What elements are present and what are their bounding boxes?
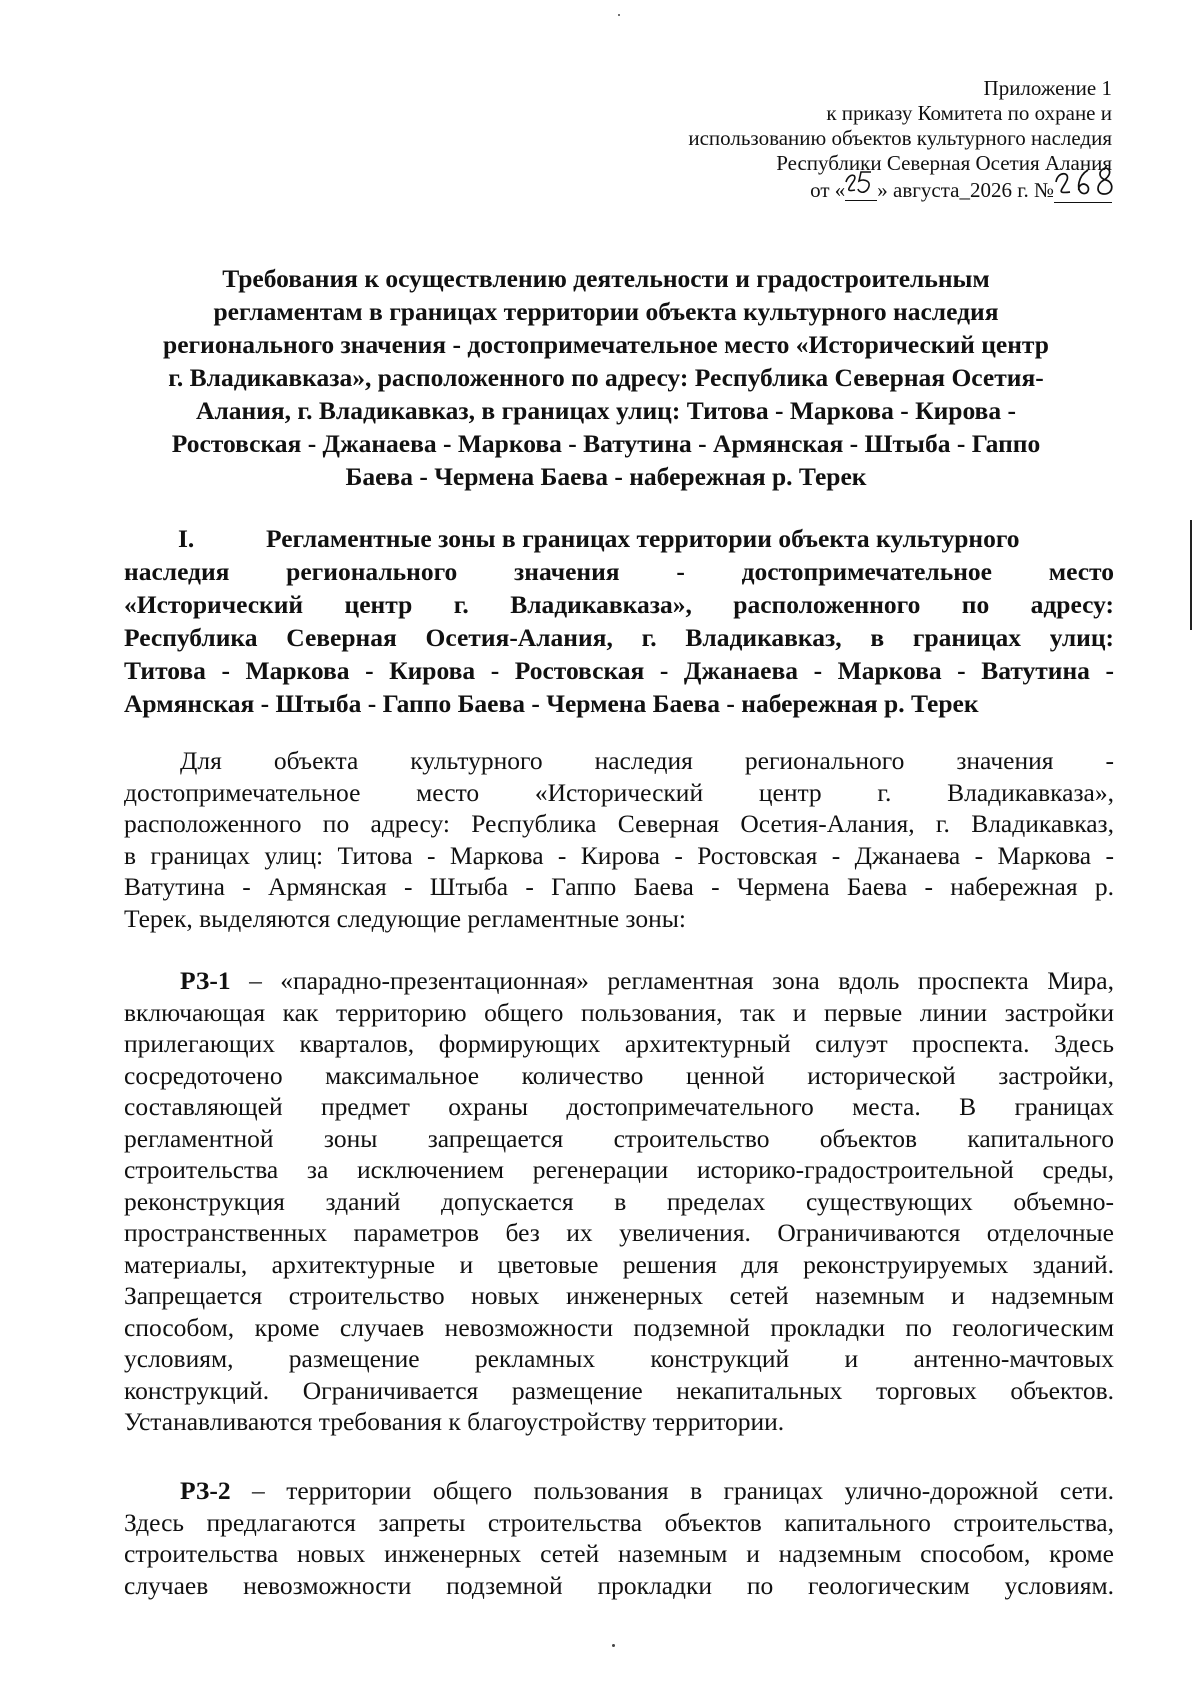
paragraph-line: прилегающих кварталов, формирующих архитектурный силуэт проспекта. Здесь: [124, 1029, 1114, 1058]
appendix-line: Приложение 1: [983, 76, 1112, 100]
scan-edge-mark: [1190, 520, 1192, 630]
paragraph-line: материалы, архитектурные и цветовые решения для реконструируемых зданий.: [124, 1249, 1114, 1279]
paragraph-line: строительства за исключением регенерации историко-градостроительной среды,: [124, 1155, 1114, 1184]
handwritten-number-mark: [1050, 166, 1120, 206]
section-number: I.: [178, 524, 195, 553]
paragraph-line: Ватутина - Армянская - Штыба - Гаппо Баева - Чермена Баева - набережная р.: [124, 872, 1114, 901]
paragraph-line: в границах улиц: Титова - Маркова - Кирова - Ростовская - Джанаева - Маркова -: [124, 840, 1114, 870]
appendix-line: использованию объектов культурного наследия: [688, 126, 1112, 150]
paragraph-line: достопримечательное место «Исторический центр г. Владикавказа»,: [124, 777, 1114, 807]
title-line: Требования к осуществлению деятельности и градостроительным: [222, 264, 990, 293]
appendix-line: к приказу Комитета по охране и: [826, 101, 1112, 125]
paragraph-line: сосредоточено максимальное количество ценной исторической застройки,: [124, 1060, 1114, 1090]
zone-rz1-paragraph: [124, 965, 1114, 1438]
section-heading: [124, 522, 1114, 720]
section-line: «Исторический центр г. Владикавказа», расположенного по адресу:: [124, 590, 1114, 619]
appendix-header: [512, 76, 1112, 203]
paragraph-line: способом, кроме случаев невозможности подземной прокладки по геологическим: [124, 1312, 1114, 1342]
zone-label: РЗ-1: [180, 966, 231, 995]
scan-speck: [612, 1644, 615, 1647]
title-line: Баева - Чермена Баева - набережная р. Терек: [345, 462, 867, 491]
paragraph-line: расположенного по адресу: Республика Северная Осетия-Алания, г. Владикавказ,: [124, 809, 1114, 838]
title-line: регламентам в границах территории объекта культурного наследия: [213, 297, 999, 326]
zone-rz2-paragraph: [124, 1475, 1114, 1601]
intro-paragraph: [124, 745, 1114, 934]
paragraph-line: Здесь предлагаются запреты строительства объектов капитального строительства,: [124, 1507, 1114, 1537]
zone-description: – территории общего пользования в границах улично-дорожной сети.: [230, 1476, 1114, 1505]
scan-speck: [618, 14, 620, 16]
paragraph-line: реконструкция зданий допускается в пределах существующих объемно-: [124, 1186, 1114, 1216]
title-line: г. Владикавказа», расположенного по адресу: Республика Северная Осетия-: [168, 363, 1044, 392]
approval-date-line: [512, 176, 1112, 203]
paragraph-line: Устанавливаются требования к благоустройству территории.: [124, 1407, 785, 1436]
document-title: [118, 262, 1094, 493]
appendix-line: Республики Северная Осетия Алания: [776, 151, 1112, 175]
paragraph-line: регламентной зоны запрещается строительство объектов капитального: [124, 1123, 1114, 1153]
paragraph-line: конструкций. Ограничивается размещение некапитальных торговых объектов.: [124, 1375, 1114, 1405]
section-title-text: Регламентные зоны в границах территории объекта культурного: [266, 524, 1020, 553]
date-middle: » августа_2026 г. №: [877, 178, 1054, 202]
paragraph-line: Запрещается строительство новых инженерных сетей наземным и надземным: [124, 1281, 1114, 1310]
section-line: Армянская - Штыба - Гаппо Баева - Чермена Баева - набережная р. Терек: [124, 689, 979, 718]
paragraph-line: Терек, выделяются следующие регламентные зоны:: [124, 903, 686, 933]
handwritten-day-mark: [841, 168, 881, 200]
paragraph-line: [124, 1475, 1114, 1507]
paragraph-line: строительства новых инженерных сетей наземным и надземным способом, кроме: [124, 1539, 1114, 1568]
paragraph-line: включающая как территорию общего пользования, так и первые линии застройки: [124, 997, 1114, 1027]
section-line: наследия регионального значения - достопримечательное место: [124, 557, 1114, 586]
section-line: Титова - Маркова - Кирова - Ростовская - Джанаева - Маркова - Ватутина -: [124, 656, 1114, 685]
paragraph-line: случаев невозможности подземной прокладки по геологическим условиям.: [124, 1570, 1114, 1600]
paragraph-line: условиям, размещение рекламных конструкций и антенно-мачтовых: [124, 1344, 1114, 1373]
title-line: Алания, г. Владикавказ, в границах улиц: Титова - Маркова - Кирова -: [196, 396, 1016, 425]
paragraph-line: Для объекта культурного наследия регионального значения -: [180, 746, 1114, 775]
section-line: [124, 522, 1114, 555]
paragraph-line: пространственных параметров без их увеличения. Ограничиваются отделочные: [124, 1218, 1114, 1247]
paragraph-line: составляющей предмет охраны достопримечательного места. В границах: [124, 1092, 1114, 1121]
paragraph-line: [124, 965, 1114, 997]
zone-label: РЗ-2: [180, 1476, 231, 1505]
handwritten-day: [845, 178, 877, 201]
title-line: Ростовская - Джанаева - Маркова - Ватутина - Армянская - Штыба - Гаппо: [171, 429, 1041, 458]
zone-description: – «парадно-презентационная» регламентная зона вдоль проспекта Мира,: [230, 966, 1114, 995]
title-line: регионального значения - достопримечательное место «Исторический центр: [163, 330, 1049, 359]
handwritten-order-number: [1054, 176, 1112, 203]
date-prefix: от «: [810, 178, 846, 202]
section-line: Республика Северная Осетия-Алания, г. Владикавказ, в границах улиц:: [124, 623, 1114, 652]
